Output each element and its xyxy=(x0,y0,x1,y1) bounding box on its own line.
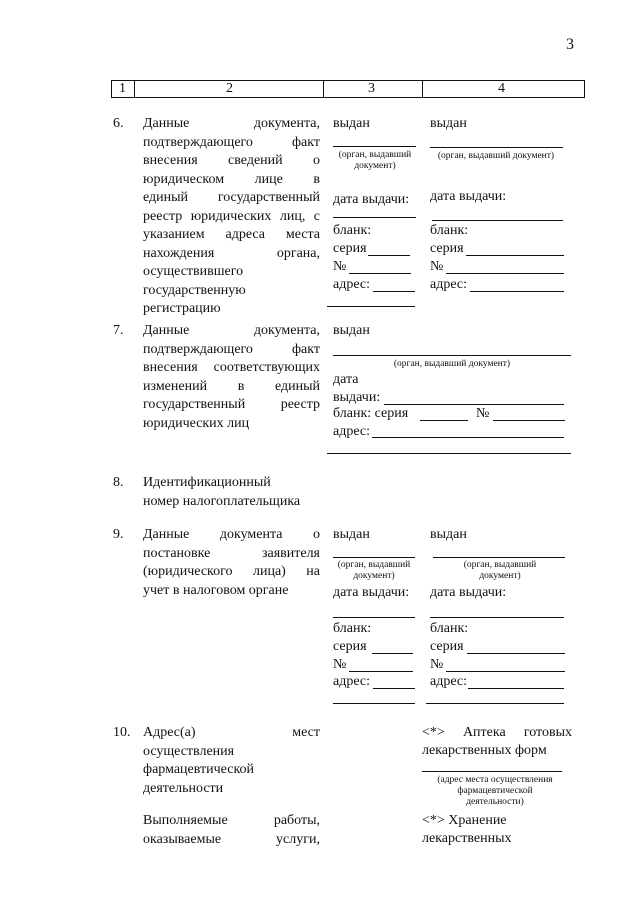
number-label: № xyxy=(333,657,347,672)
activity-line: <*> Хранение xyxy=(422,813,507,828)
fill-line xyxy=(333,146,416,147)
row-description xyxy=(143,474,333,511)
issued-label: выдан xyxy=(430,527,467,542)
row-description xyxy=(143,526,320,600)
fill-line xyxy=(327,306,415,307)
fill-line xyxy=(372,437,564,438)
fill-line xyxy=(467,653,565,654)
address-note: (адрес места осуществления фармацевтической деятельности) xyxy=(437,775,553,807)
description-line: Данные документа, xyxy=(143,116,320,131)
header-top-border xyxy=(111,80,585,81)
issued-label: выдан xyxy=(430,116,467,131)
activity-line: лекарственных форм xyxy=(422,743,547,758)
address-label: адрес: xyxy=(430,674,468,689)
issue-date-label: дата выдачи: xyxy=(333,192,410,207)
header-col-3: 3 xyxy=(368,81,375,96)
fill-line xyxy=(368,255,410,256)
issue-date-label: дата выдачи: xyxy=(333,585,410,600)
fill-line xyxy=(372,653,413,654)
fill-line xyxy=(373,688,415,689)
fill-line xyxy=(327,453,571,454)
header-divider xyxy=(323,80,324,97)
description-line: регистрацию xyxy=(143,301,221,316)
blank-label: бланк: xyxy=(430,223,469,238)
activity-line: лекарственных xyxy=(422,831,512,846)
description-line: Адрес(а) мест xyxy=(143,725,320,740)
issued-label: выдан xyxy=(333,527,370,542)
blank-label: бланк: xyxy=(333,223,372,238)
description-line: номер налогоплательщика xyxy=(143,493,301,509)
description-line: государственную xyxy=(143,282,246,298)
description-line: фармацевтической xyxy=(143,762,255,777)
header-divider xyxy=(134,80,135,97)
issued-label: выдан xyxy=(333,116,370,131)
fill-line xyxy=(468,688,564,689)
fill-line xyxy=(466,255,564,256)
fill-line xyxy=(432,220,563,221)
fill-line xyxy=(493,420,565,421)
row-description xyxy=(143,115,320,319)
blank-label: бланк: xyxy=(430,621,469,636)
fill-line xyxy=(333,617,415,618)
fill-line xyxy=(430,147,563,148)
description-line: (юридического лица) на xyxy=(143,564,320,579)
row-description xyxy=(143,724,320,798)
fill-line xyxy=(333,355,571,356)
issue-date-label: дата выдачи: xyxy=(430,189,507,204)
header-col-1: 1 xyxy=(119,81,126,96)
row-number: 10. xyxy=(113,725,131,740)
page-number: 3 xyxy=(566,36,574,53)
blank-series-label: бланк: серия xyxy=(333,406,409,421)
description-line: Идентификационный xyxy=(143,475,271,490)
issuer-note: (орган, выдавший документ) xyxy=(393,359,511,369)
description-line: осуществившего xyxy=(143,264,244,279)
fill-line xyxy=(373,291,415,292)
issuer-note: (орган, выдавший документ) xyxy=(338,150,412,171)
number-label: № xyxy=(333,259,347,274)
description-line: юридическом лице в xyxy=(143,171,320,187)
header-col-2: 2 xyxy=(226,81,233,96)
issuer-note: (орган, выдавший документ) xyxy=(337,560,411,581)
series-label: серия xyxy=(333,241,367,256)
fill-line xyxy=(333,703,415,704)
activity-line: <*> Аптека готовых xyxy=(422,725,572,740)
description-line: реестр юридических лиц, с xyxy=(143,208,320,224)
address-label: адрес: xyxy=(333,674,371,689)
fill-line xyxy=(422,771,562,772)
description-line: внесения соответствующих xyxy=(143,360,320,375)
header-col-4: 4 xyxy=(498,81,505,96)
description-line: деятельности xyxy=(143,780,224,796)
row-description xyxy=(143,812,320,849)
issued-label: выдан xyxy=(333,323,370,338)
address-label: адрес: xyxy=(430,277,468,292)
number-label: № xyxy=(430,657,444,672)
description-line: государственный реестр xyxy=(143,397,320,412)
issue-date-label: дата xyxy=(333,372,359,387)
description-line: изменений в единый xyxy=(143,378,320,394)
fill-line xyxy=(446,273,564,274)
fill-line xyxy=(430,617,564,618)
description-line: внесения сведений о xyxy=(143,153,320,168)
header-divider xyxy=(111,80,112,97)
series-label: серия xyxy=(430,639,464,654)
row-description xyxy=(143,322,320,433)
blank-label: бланк: xyxy=(333,621,372,636)
row-number: 9. xyxy=(113,527,124,542)
fill-line xyxy=(433,557,565,558)
fill-line xyxy=(333,217,416,218)
row-number: 6. xyxy=(113,116,124,131)
description-line: осуществления xyxy=(143,743,235,759)
fill-line xyxy=(426,703,564,704)
issue-date-label: выдачи: xyxy=(333,390,381,405)
address-label: адрес: xyxy=(333,424,371,439)
fill-line xyxy=(384,404,564,405)
address-label: адрес: xyxy=(333,277,371,292)
description-line: учет в налоговом органе xyxy=(143,582,289,598)
issue-date-label: дата выдачи: xyxy=(430,585,507,600)
description-line: подтверждающего факт xyxy=(143,341,320,357)
issuer-note: (орган, выдавший документ) xyxy=(463,560,537,581)
description-line: Данные документа, xyxy=(143,323,320,338)
description-line: указанием адреса места xyxy=(143,227,320,242)
description-line: подтверждающего факт xyxy=(143,134,320,150)
header-divider xyxy=(584,80,585,97)
fill-line xyxy=(446,671,565,672)
number-label: № xyxy=(430,259,444,274)
description-line: Выполняемые работы, xyxy=(143,813,320,828)
row-number: 8. xyxy=(113,475,124,490)
description-line: оказываемые услуги, xyxy=(143,831,320,847)
fill-line xyxy=(333,557,415,558)
description-line: постановке заявителя xyxy=(143,545,320,561)
fill-line xyxy=(420,420,468,421)
fill-line xyxy=(349,273,411,274)
series-label: серия xyxy=(333,639,367,654)
header-bottom-border xyxy=(111,97,585,98)
description-line: Данные документа о xyxy=(143,527,320,542)
series-label: серия xyxy=(430,241,464,256)
fill-line xyxy=(470,291,564,292)
header-divider xyxy=(422,80,423,97)
description-line: нахождения органа, xyxy=(143,245,320,261)
fill-line xyxy=(349,671,413,672)
row-number: 7. xyxy=(113,323,124,338)
issuer-note: (орган, выдавший документ) xyxy=(437,151,555,161)
description-line: единый государственный xyxy=(143,190,320,205)
description-line: юридических лиц xyxy=(143,415,250,431)
number-label: № xyxy=(476,406,490,421)
